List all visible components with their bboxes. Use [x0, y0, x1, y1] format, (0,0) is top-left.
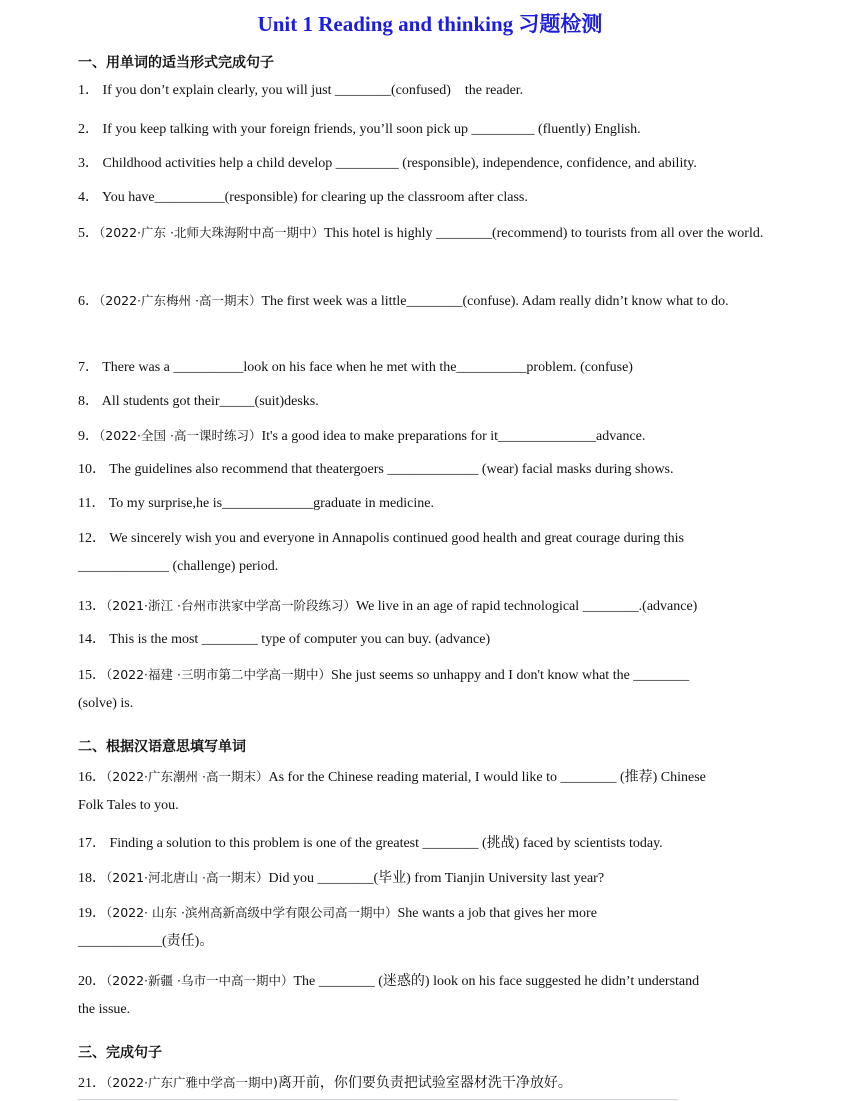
question-text: 7． There was a __________look on his face when he met with the__________problem. (confuse) [78, 360, 633, 375]
question-text: 17． Finding a solution to this problem is one of the greatest ________ (挑战) faced by scientists today. [78, 836, 663, 851]
question-source: （2022·新疆 ·乌市一中高一期中） [106, 973, 294, 988]
question-text: The first week was a little________(confuse). Adam really didn’t know what to do. [261, 294, 729, 309]
question-text: 离开前，你们要负责把试验室器材洗干净放好。 [277, 1076, 572, 1091]
question-17 [78, 830, 778, 858]
question-number: 16． [78, 770, 106, 785]
page-title: Unit 1 Reading and thinking 习题检测 [257, 12, 603, 36]
question-number: 19． [78, 906, 106, 921]
question-7 [78, 354, 778, 382]
question-9 [78, 422, 778, 451]
question-2 [78, 116, 778, 144]
question-10 [78, 456, 778, 484]
question-text: She wants a job that gives her more ____________(责任)。 [78, 906, 597, 949]
question-14 [78, 626, 778, 654]
question-source: （2022·广东潮州 ·高一期末） [106, 769, 269, 784]
question-text: 1． If you don’t explain clearly, you will just ________(confused) the reader. [78, 83, 524, 98]
question-source: （2022·广东 ·北师大珠海附中高一期中） [99, 225, 324, 240]
question-number: 21． [78, 1076, 106, 1091]
question-1 [78, 77, 778, 105]
question-text: 4． You have__________(responsible) for clearing up the classroom after class. [78, 190, 528, 205]
question-source: （2021·河北唐山 ·高一期末） [106, 870, 269, 885]
question-text: 12． We sincerely wish you and everyone in Annapolis continued good health and great courage during this _____________ (challenge) period. [78, 531, 684, 574]
question-number: 5． [78, 226, 99, 241]
question-text: 14． This is the most ________ type of computer you can buy. (advance) [78, 632, 491, 647]
question-12 [78, 525, 778, 581]
question-text: 11． To my surprise,he is_____________graduate in medicine. [78, 496, 434, 511]
question-text: We live in an age of rapid technological ________.(advance) [355, 599, 698, 614]
question-source: （2022·广东梅州 ·高一期末） [99, 293, 262, 308]
question-text: The ________ (迷惑的) look on his face suggested he didn’t understand the issue. [78, 974, 700, 1017]
question-3 [78, 150, 778, 178]
question-20 [78, 967, 778, 1024]
question-source: （2022·广东广雅中学高一期中) [106, 1075, 278, 1090]
section-heading-1: 一、用单词的适当形式完成句子 [78, 55, 274, 71]
question-11 [78, 490, 778, 518]
question-text: 3． Childhood activities help a child develop _________ (responsible), independence, confidence, and ability. [78, 156, 697, 171]
question-text: It's a good idea to make preparations for it______________advance. [261, 429, 646, 444]
question-15 [78, 661, 778, 718]
answer-line [78, 1099, 678, 1100]
question-source: （2021·浙江 ·台州市洪家中学高一阶段练习） [106, 598, 356, 613]
question-text: Did you ________(毕业) from Tianjin University last year? [268, 871, 605, 886]
question-source: （2022·福建 ·三明市第二中学高一期中） [106, 667, 331, 682]
question-source: （2022·全国 ·高一课时练习） [99, 428, 262, 443]
question-8 [78, 388, 778, 416]
question-text: 8． All students got their_____(suit)desks. [78, 394, 319, 409]
question-text: She just seems so unhappy and I don't know what the ________ (solve) is. [78, 668, 690, 711]
question-number: 6． [78, 294, 99, 309]
question-number: 9． [78, 429, 99, 444]
question-6 [78, 287, 778, 316]
question-19 [78, 899, 778, 956]
question-number: 20． [78, 974, 106, 989]
section-heading-3: 三、完成句子 [78, 1045, 162, 1061]
question-5 [78, 219, 778, 248]
question-source: （2022· 山东 ·滨州高新高级中学有限公司高一期中） [106, 905, 398, 920]
question-18 [78, 864, 778, 893]
question-text: 2． If you keep talking with your foreign friends, you’ll soon pick up _________ (fluently) English. [78, 122, 641, 137]
question-text: This hotel is highly ________(recommend) to tourists from all over the world. [323, 226, 764, 241]
question-number: 13． [78, 599, 106, 614]
question-number: 18． [78, 871, 106, 886]
question-text: As for the Chinese reading material, I would like to ________ (推荐) Chinese Folk Tales to you. [78, 770, 706, 813]
question-text: 10． The guidelines also recommend that theatergoers _____________ (wear) facial masks during shows. [78, 462, 674, 477]
question-21 [78, 1069, 778, 1098]
section-heading-2: 二、根据汉语意思填写单词 [78, 739, 246, 755]
question-4 [78, 184, 778, 212]
question-13 [78, 592, 778, 621]
question-16 [78, 763, 778, 820]
question-number: 15． [78, 668, 106, 683]
